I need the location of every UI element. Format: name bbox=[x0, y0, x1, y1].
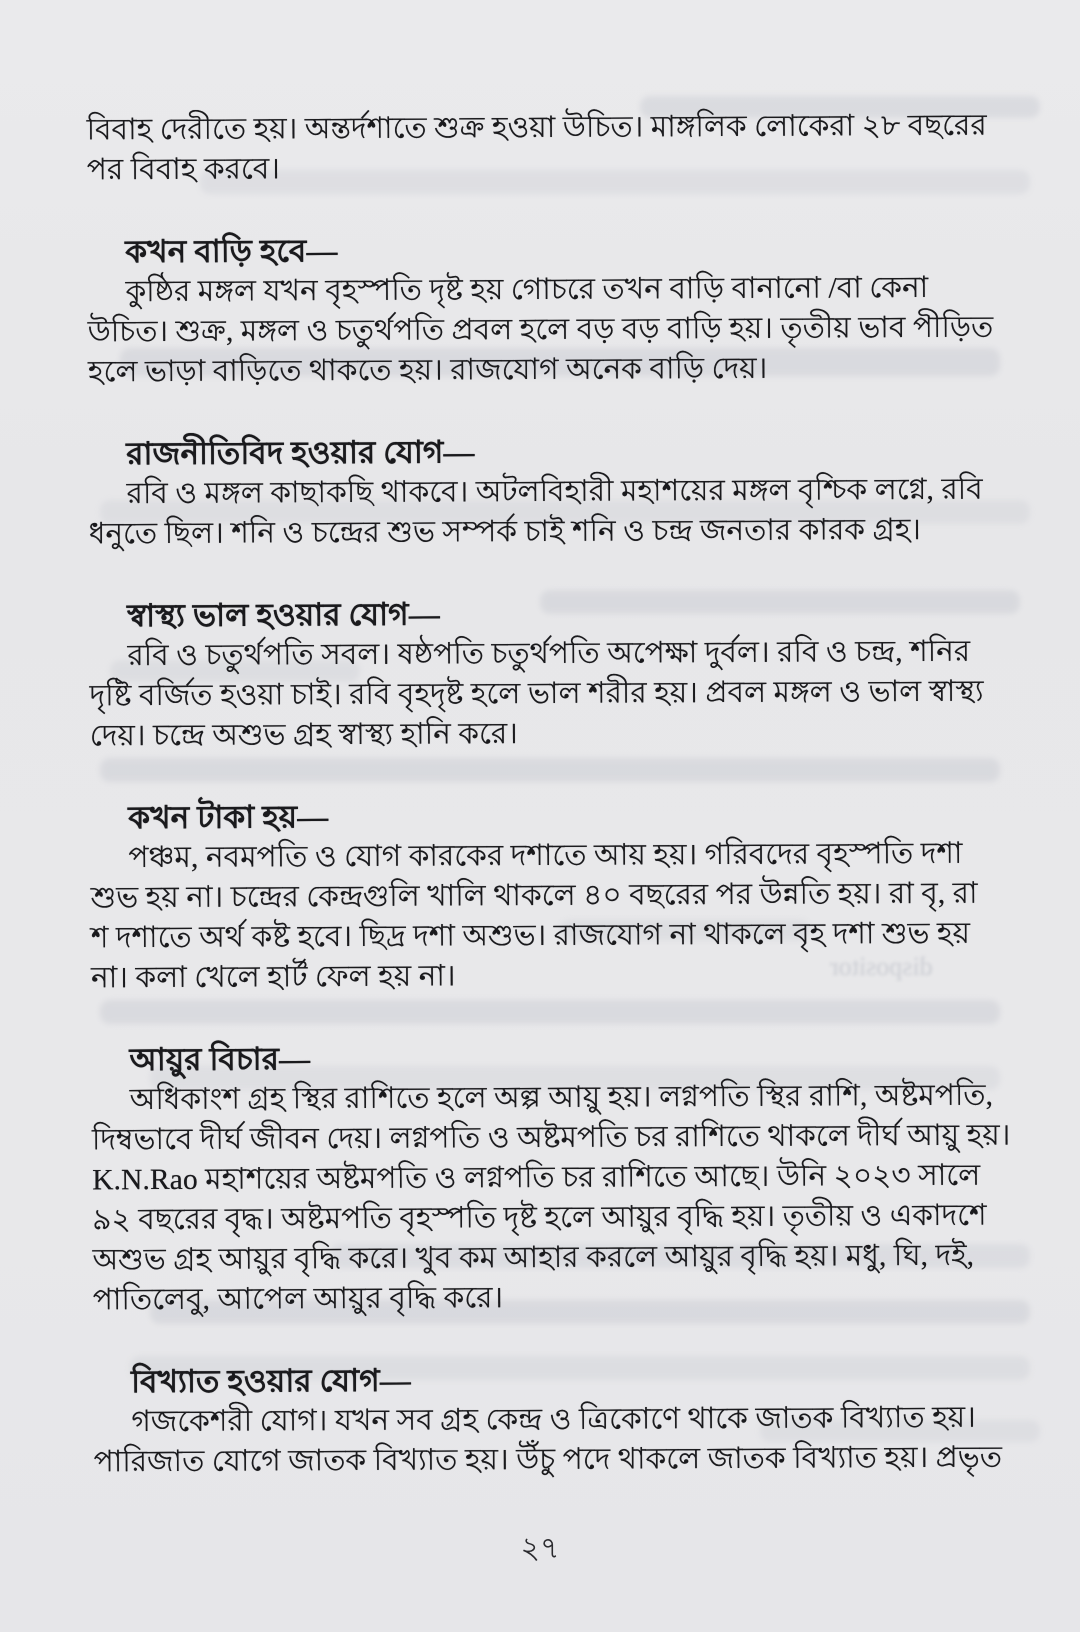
section-fame-yoga bbox=[93, 1358, 1016, 1483]
text-line: দৃষ্টি বর্জিত হওয়া চাই। রবি বৃহদৃষ্ট হলে ভাল শরীর হয়। প্রবল মঙ্গল ও ভাল স্বাস্থ্য bbox=[89, 675, 984, 713]
text-line: শ দশাতে অর্থ কষ্ট হবে। ছিদ্র দশা অশুভ। রাজযোগ না থাকলে বৃহ দশা শুভ হয় bbox=[90, 917, 971, 955]
section-politician-yoga bbox=[88, 430, 1011, 555]
text-line: ধনুতে ছিল। শনি ও চন্দ্রের শুভ সম্পর্ক চাই শনি ও চন্দ্র জনতার কারক গ্রহ। bbox=[88, 514, 922, 551]
text-line: অধিকাংশ গ্রহ স্থির রাশিতে হলে অল্প আয়ু হয়। লগ্নপতি স্থির রাশি, অষ্টমপতি, bbox=[129, 1079, 994, 1117]
section-heading: বিখ্যাত হওয়ার যোগ— bbox=[131, 1362, 412, 1400]
text-line: উচিত। শুক্র, মঙ্গল ও চতুর্থপতি প্রবল হলে বড় বড় বাড়ি হয়। তৃতীয় ভাব পীড়িত bbox=[87, 311, 994, 349]
text-line: ৯২ বছরের বৃদ্ধ। অষ্টমপতি বৃহস্পতি দৃষ্ট হলে আয়ুর বৃদ্ধি হয়। তৃতীয় ও একাদশে bbox=[92, 1199, 987, 1237]
bleedthrough-ghost-text: dispositor bbox=[830, 952, 933, 981]
text-line: পর বিবাহ করবে। bbox=[86, 153, 281, 187]
section-intro bbox=[87, 106, 1009, 191]
text-line: পাতিলেবু, আপেল আয়ুর বৃদ্ধি করে। bbox=[92, 1282, 504, 1317]
text-line: দেয়। চন্দ্রে অশুভ গ্রহ স্বাস্থ্য হানি করে। bbox=[89, 718, 518, 753]
section-heading: কখন বাড়ি হবে— bbox=[125, 233, 338, 270]
paragraph bbox=[88, 470, 1010, 555]
text-line: K.N.Rao মহাশয়ের অষ্টমপতি ও লগ্নপতি চর রাশিতে আছে। উনি ২০২৩ সালে bbox=[92, 1159, 981, 1197]
text-line: না। কলা খেলে হার্ট ফেল হয় না। bbox=[91, 960, 456, 995]
section-when-house bbox=[87, 228, 1010, 393]
section-heading: রাজনীতিবিদ হওয়ার যোগ— bbox=[126, 434, 475, 472]
section-heading: আয়ুর বিচার— bbox=[129, 1041, 311, 1078]
section-when-money bbox=[90, 794, 1013, 999]
page-number: ২৭ bbox=[520, 1532, 560, 1565]
text-line: গজকেশরী যোগ। যখন সব গ্রহ কেন্দ্র ও ত্রিকোণে থাকে জাতক বিখ্যাত হয়। bbox=[131, 1401, 976, 1439]
text-line: পারিজাত যোগে জাতক বিখ্যাত হয়। উঁচু পদে থাকলে জাতক বিখ্যাত হয়। প্রভৃত bbox=[93, 1441, 1003, 1479]
section-good-health-yoga bbox=[89, 592, 1012, 757]
section-heading: স্বাস্থ্য ভাল হওয়ার যোগ— bbox=[127, 596, 441, 634]
paragraph bbox=[89, 632, 1012, 757]
text-line: দিম্বভাবে দীর্ঘ জীবন দেয়। লগ্নপতি ও অষ্টমপতি চর রাশিতে থাকলে দীর্ঘ আয়ু হয়। bbox=[91, 1119, 1011, 1157]
text-line: শুভ হয় না। চন্দ্রের কেন্দ্রগুলি খালি থাকলে ৪০ বছরের পর উন্নতি হয়। রা বৃ, রা bbox=[90, 877, 978, 915]
paragraph bbox=[90, 834, 1013, 999]
text-line: পঞ্চম, নবমপতি ও যোগ কারকের দশাতে আয় হয়। গরিবদের বৃহস্পতি দশা bbox=[128, 837, 963, 875]
text-line: রবি ও চতুর্থপতি সবল। ষষ্ঠপতি চতুর্থপতি অপেক্ষা দুর্বল। রবি ও চন্দ্র, শনির bbox=[127, 635, 971, 673]
text-line: বিবাহ দেরীতে হয়। অন্তর্দশাতে শুক্র হওয়া উচিত। মাঙ্গলিক লোকেরা ২৮ বছরের bbox=[86, 109, 987, 147]
section-longevity-judgement bbox=[91, 1036, 1014, 1321]
paragraph bbox=[87, 106, 1009, 191]
text-line: কুষ্ঠির মঙ্গল যখন বৃহস্পতি দৃষ্ট হয় গোচরে তখন বাড়ি বানানো /বা কেনা bbox=[125, 271, 929, 309]
paragraph bbox=[93, 1398, 1015, 1483]
paragraph bbox=[92, 1076, 1015, 1321]
text-line: হলে ভাড়া বাড়িতে থাকতে হয়। রাজযোগ অনেক বাড়ি দেয়। bbox=[87, 352, 768, 389]
text-line: রবি ও মঙ্গল কাছাকছি থাকবে। অটলবিহারী মহাশয়ের মঙ্গল বৃশ্চিক লগ্নে, রবি bbox=[126, 473, 983, 511]
paragraph bbox=[87, 268, 1010, 393]
text-line: অশুভ গ্রহ আয়ুর বৃদ্ধি করে। খুব কম আহার করলে আয়ুর বৃদ্ধি হয়। মধু, ঘি, দই, bbox=[92, 1239, 975, 1277]
section-heading: কখন টাকা হয়— bbox=[128, 799, 329, 836]
